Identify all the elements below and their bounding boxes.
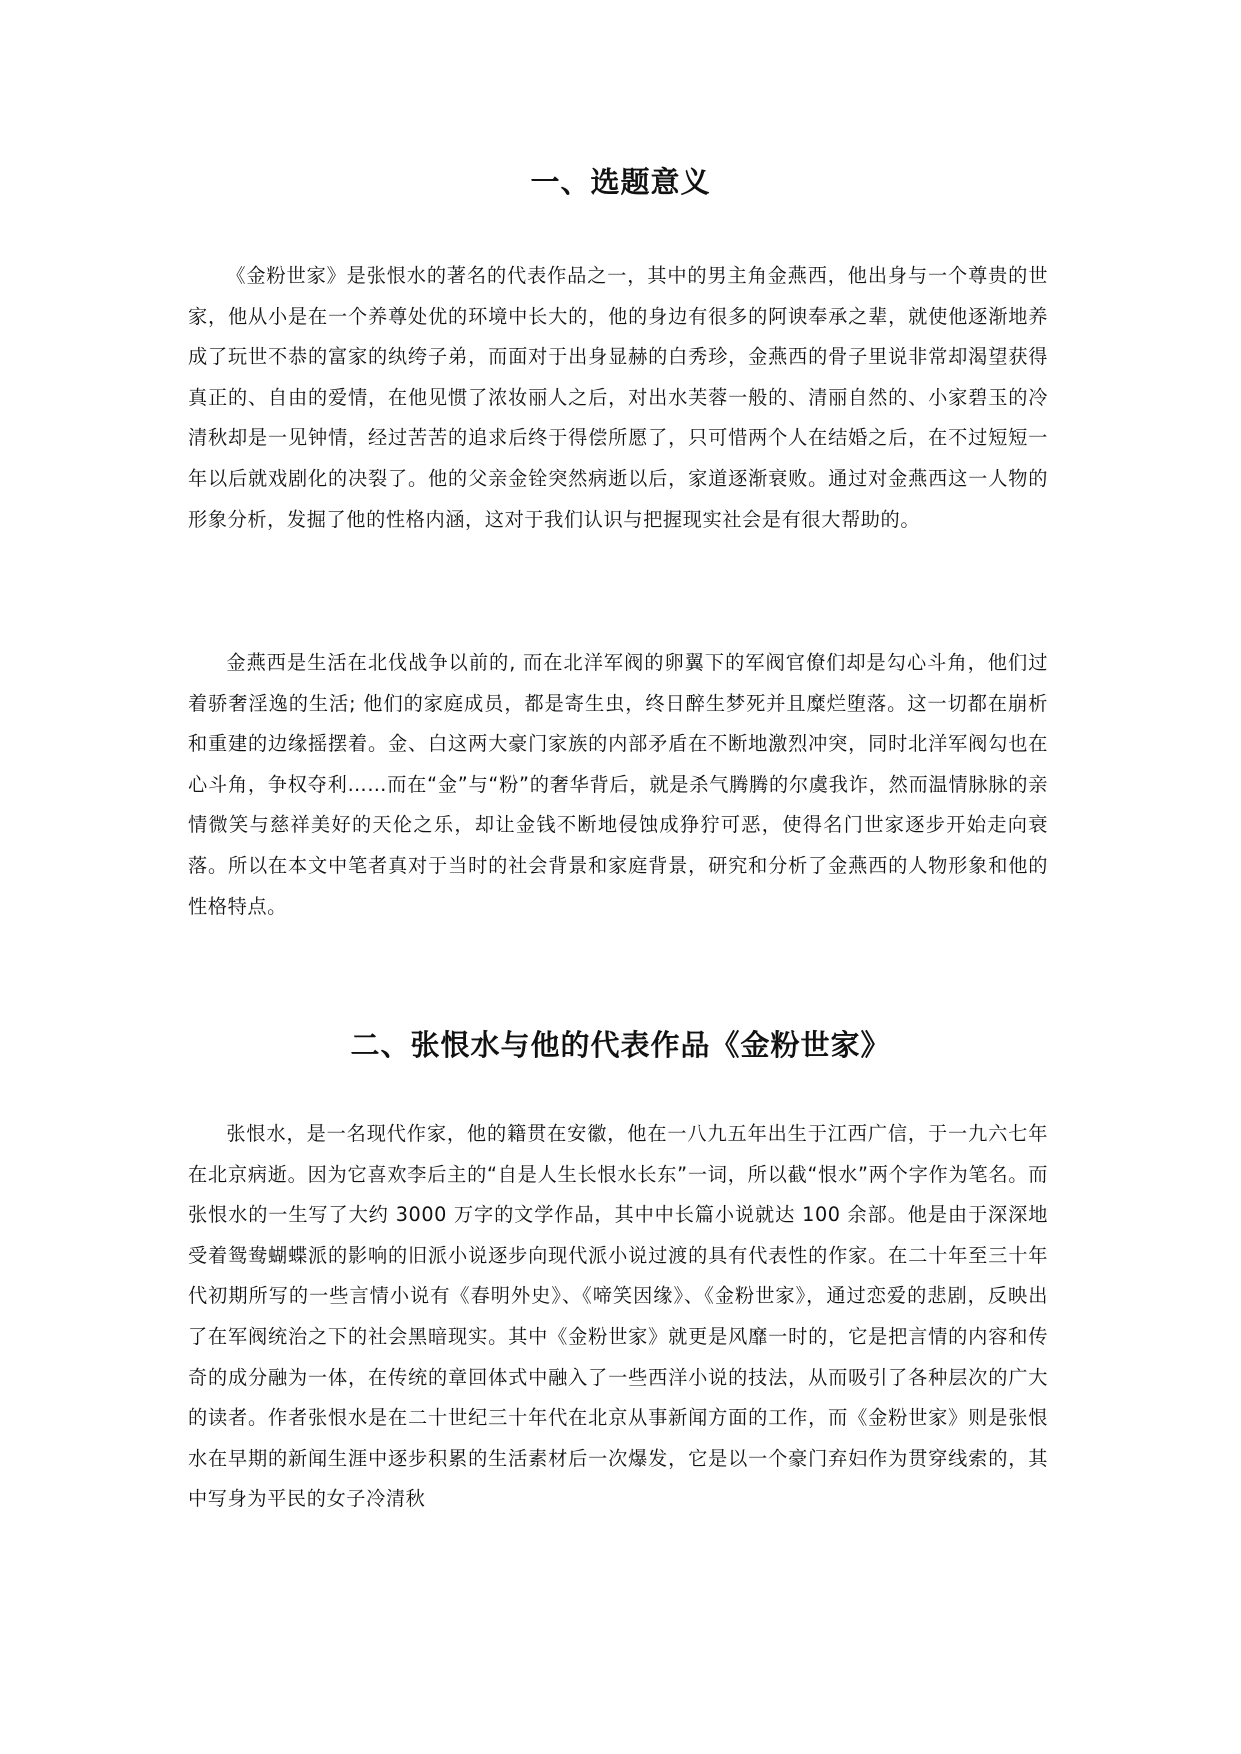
section-heading-topic-significance: 一、选题意义 <box>530 165 711 199</box>
section-heading-author-and-work: 二、张恨水与他的代表作品《金粉世家》 <box>350 1028 891 1062</box>
body-paragraph: 张恨水，是一名现代作家，他的籍贯在安徽，他在一八九五年出生于江西广信，于一九六七年在北京病逝。因为它喜欢李后主的“自是人生长恨水长东”一词，所以截“恨水”两个字作为笔名。而张恨水的一生写了大约 3000 万字的文学作品，其中中长篇小说就达 100 余部。他是由于深深地受着鸳鸯蝴蝶派的影响的旧派小说逐步向现代派小说过渡的具有代表性的作家。在二十年至三十年代初期所写的一些言情小说有《春明外史》、《啼笑因缘》、《金粉世家》，通过恋爱的悲剧，反映出了在军阀统治之下的社会黑暗现实。其中《金粉世家》就更是风靡一时的，它是把言情的内容和传奇的成分融为一体，在传统的章回体式中融入了一些西洋小说的技法，从而吸引了各种层次的广大的读者。作者张恨水是在二十世纪三十年代在北京从事新闻方面的工作，而《金粉世家》则是张恨水在早期的新闻生涯中逐步积累的生活素材后一次爆发，它是以一个豪门弃妇作为贯穿线索的，其中写身为平民的女子冷清秋 <box>188 1122 1048 1511</box>
body-paragraph: 《金粉世家》是张恨水的著名的代表作品之一，其中的男主角金燕西，他出身与一个尊贵的世家，他从小是在一个养尊处优的环境中长大的，他的身边有很多的阿谀奉承之辈，就使他逐渐地养成了玩世不恭的富家的纨绔子弟，而面对于出身显赫的白秀珍，金燕西的骨子里说非常却渴望获得真正的、自由的爱情，在他见惯了浓妆丽人之后，对出水芙蓉一般的、清丽自然的、小家碧玉的冷清秋却是一见钟情，经过苦苦的追求后终于得偿所愿了，只可惜两个人在结婚之后，在不过短短一年以后就戏剧化的决裂了。他的父亲金铨突然病逝以后，家道逐渐衰败。通过对金燕西这一人物的形象分析，发掘了他的性格内涵，这对于我们认识与把握现实社会是有很大帮助的。 <box>188 264 1048 531</box>
body-paragraph: 金燕西是生活在北伐战争以前的, 而在北洋军阀的卵翼下的军阀官僚们却是勾心斗角，他们过着骄奢淫逸的生活; 他们的家庭成员，都是寄生虫，终日醉生梦死并且糜烂堕落。这一切都在崩析和重建的边缘摇摆着。金、白这两大豪门家族的内部矛盾在不断地激烈冲突，同时北洋军阀勾也在心斗角，争权夺利……而在“金”与“粉”的奢华背后，就是杀气腾腾的尔虞我诈，然而温情脉脉的亲情微笑与慈祥美好的天伦之乐，却让金钱不断地侵蚀成狰狞可恶，使得名门世家逐步开始走向衰落。所以在本文中笔者真对于当时的社会背景和家庭背景，研究和分析了金燕西的人物形象和他的性格特点。 <box>188 651 1048 918</box>
